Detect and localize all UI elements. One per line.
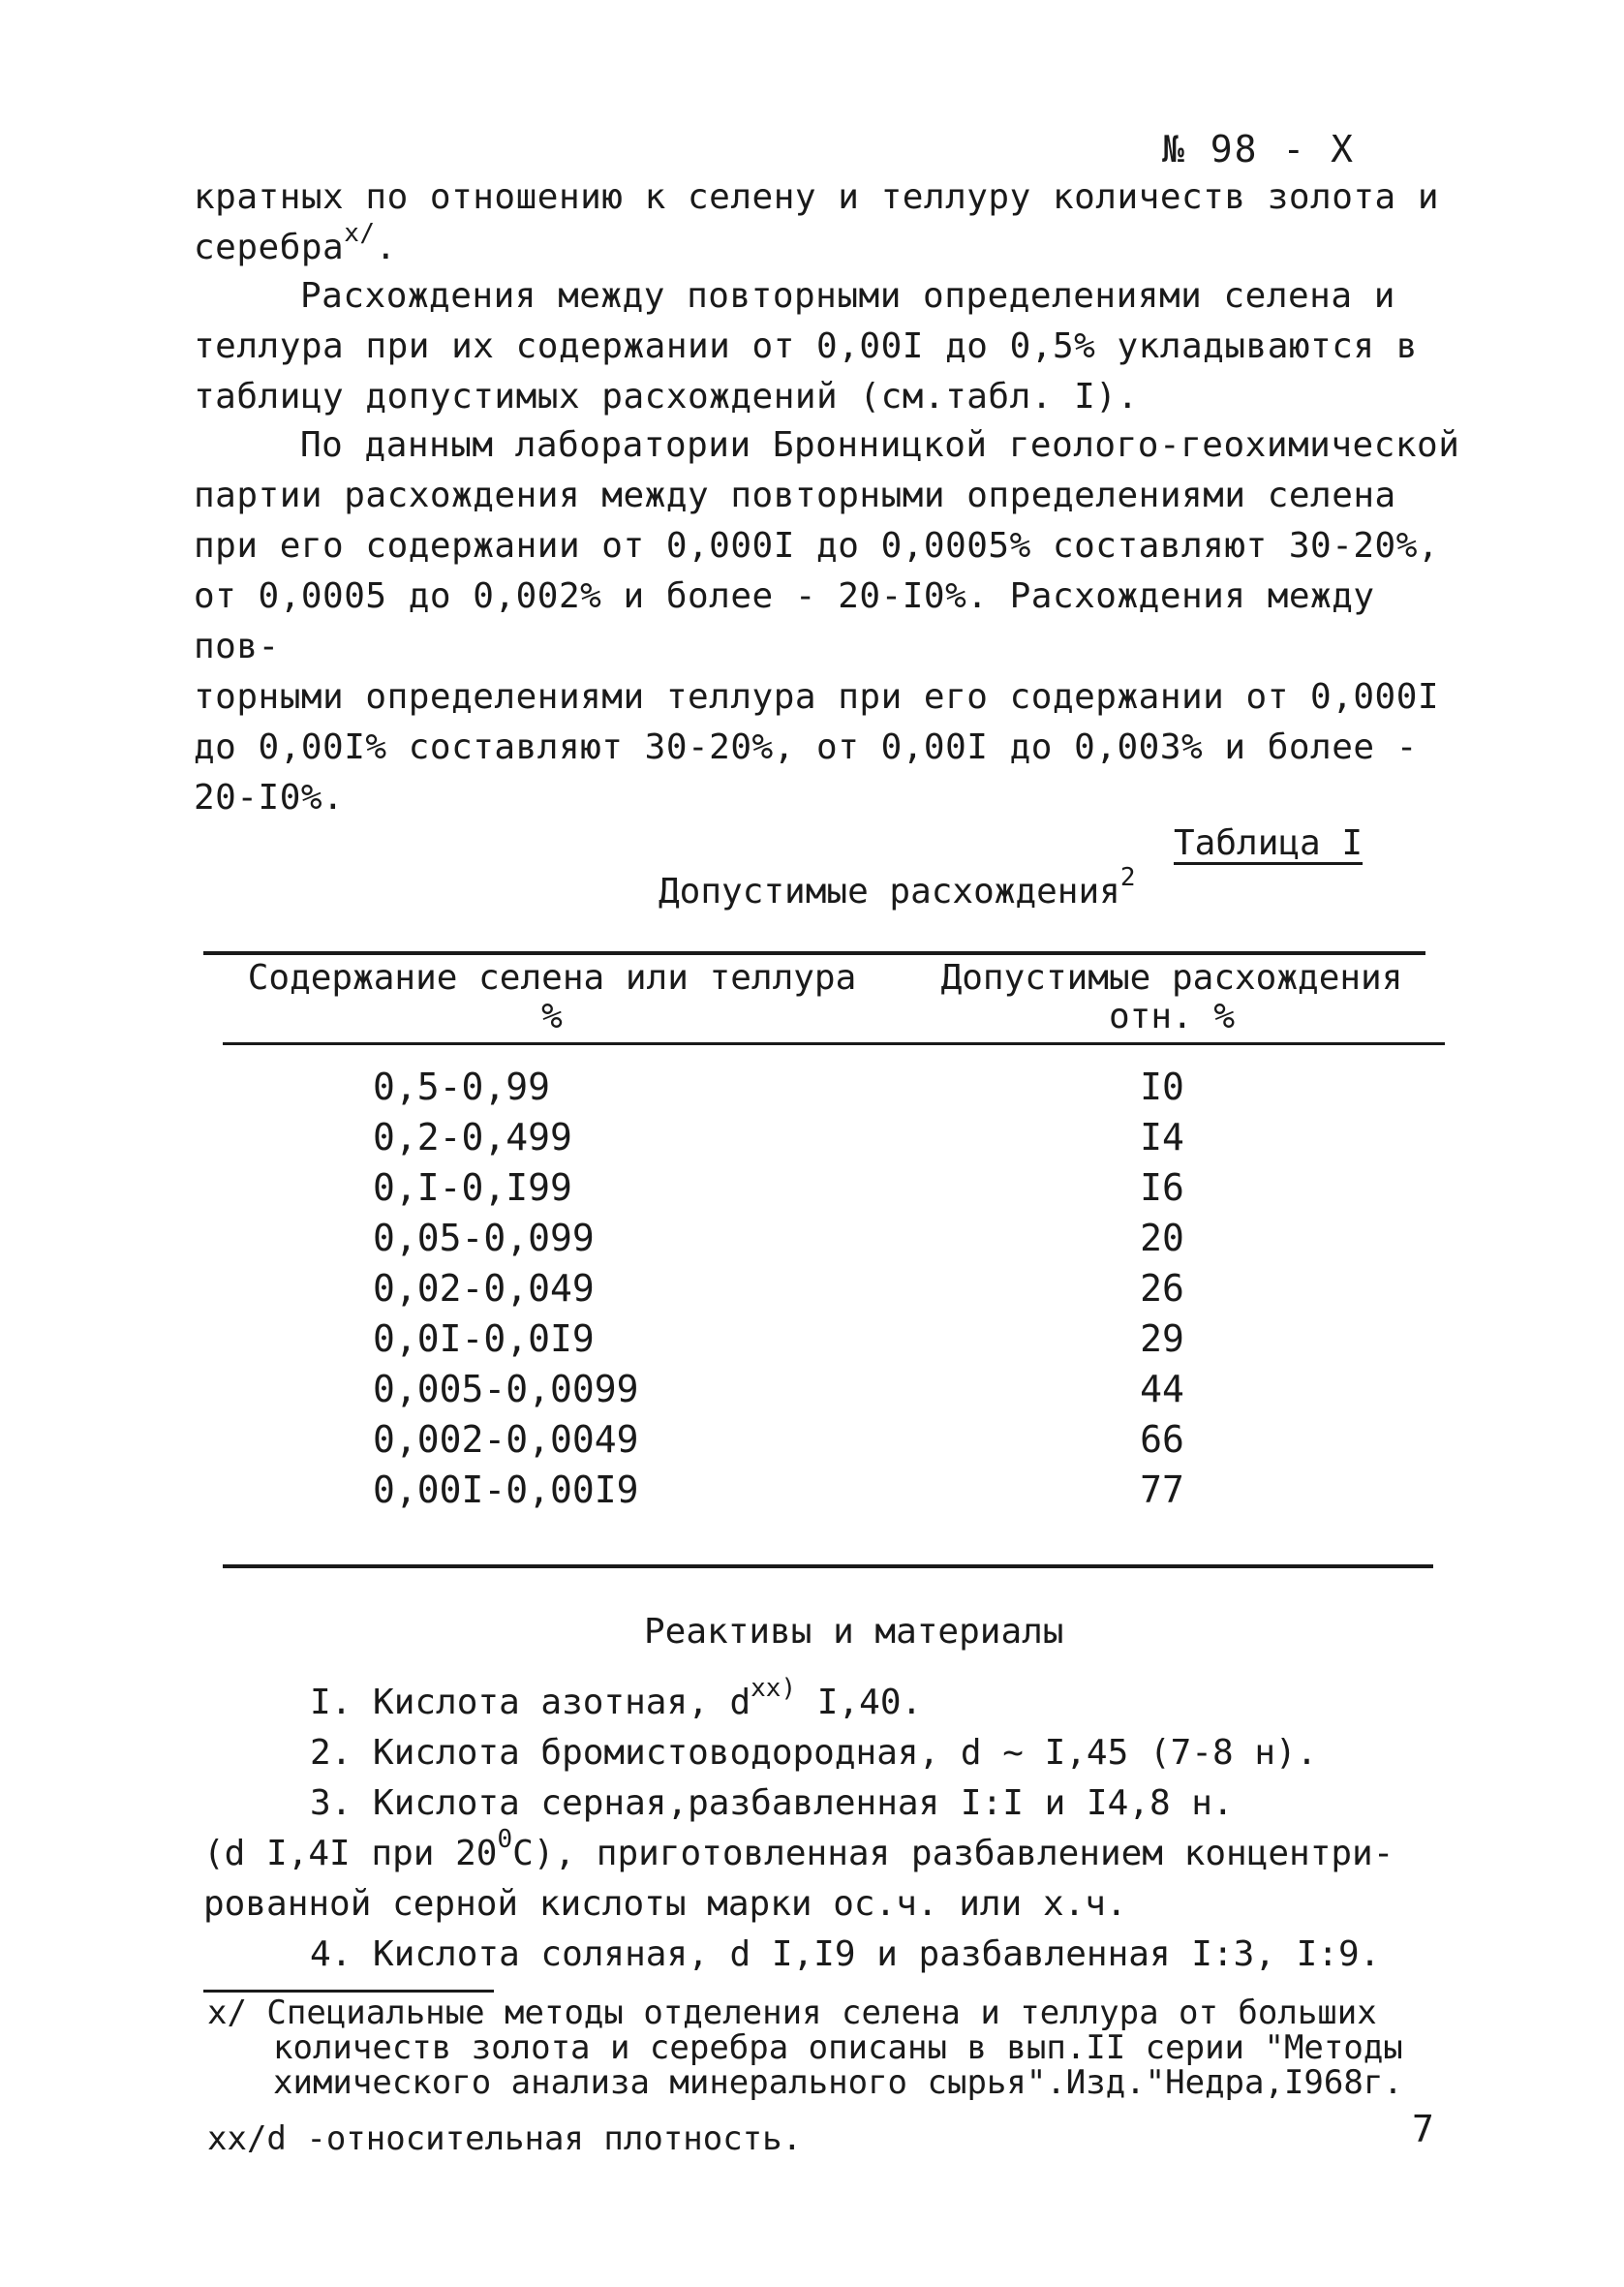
table-row xyxy=(203,1112,1425,1162)
reagent-text: (d I,4I при 20 xyxy=(203,1834,498,1873)
footnotes xyxy=(207,1995,1505,2156)
paragraph-line: до 0,00I% составляют 30-20%, от 0,00I до 0,003% и более - xyxy=(194,727,1418,767)
table-top-rule xyxy=(203,951,1425,955)
header-cell-line: Содержание селена или теллура xyxy=(247,958,857,998)
footnote-line: количеств золота и серебра описаны в вып.II серии "Методы xyxy=(273,2028,1403,2067)
paragraph-line: По данным лаборатории Бронницкой геолого-геохимической xyxy=(300,425,1460,465)
footnote-line: химического анализа минерального сырья".Изд."Недра,I968г. xyxy=(273,2063,1403,2102)
cell-value: 26 xyxy=(1140,1267,1184,1310)
header-cell-line: отн. % xyxy=(1108,997,1236,1036)
footnote-marker: xx) xyxy=(751,1674,797,1703)
reagent-text: I. Кислота азотная, d xyxy=(310,1683,751,1722)
cell-range: 0,2-0,499 xyxy=(373,1116,572,1159)
table-row xyxy=(203,1313,1425,1364)
footnote-marker: x/ xyxy=(344,219,376,248)
paragraph-line: торными определениями теллура при его содержании от 0,000I xyxy=(194,677,1440,717)
table-header-content xyxy=(242,959,862,1036)
cell-value: 20 xyxy=(1140,1217,1184,1259)
cell-range: 0,5-0,99 xyxy=(373,1066,551,1108)
table-body xyxy=(203,1062,1425,1515)
cell-range: 0,0I-0,0I9 xyxy=(373,1317,595,1360)
reagent-item: 3. Кислота серная,разбавленная I:I и I4,8 н. xyxy=(310,1783,1234,1823)
paragraph-line: при его содержании от 0,000I до 0,0005% составляют 30-20%, xyxy=(194,526,1440,566)
cell-value: I6 xyxy=(1140,1166,1184,1209)
reagents-list xyxy=(203,1674,1462,1980)
reagent-item: 4. Кислота соляная, d I,I9 и разбавленная I:3, I:9. xyxy=(310,1934,1381,1974)
paragraph-2 xyxy=(194,271,1472,422)
table-row xyxy=(203,1414,1425,1465)
table-label: Таблица I xyxy=(1174,823,1364,863)
table-bottom-rule xyxy=(223,1564,1433,1568)
footnote-line: xx/d -относительная плотность. xyxy=(207,2119,803,2158)
reagent-continuation xyxy=(203,1825,1462,1879)
table-header-rule xyxy=(223,1042,1445,1045)
paragraph-line: Расхождения между повторными определениями селена и xyxy=(300,276,1395,316)
paragraph-line: теллура при их содержании от 0,00I до 0,5% укладываются в xyxy=(194,326,1418,366)
cell-value: 66 xyxy=(1140,1418,1184,1461)
section-title: Реактивы и материалы xyxy=(644,1612,1064,1652)
paragraph-line: партии расхождения между повторными определениями селена xyxy=(194,476,1396,515)
cell-range: 0,I-0,I99 xyxy=(373,1166,572,1209)
document-number: № 98 - X xyxy=(1162,128,1356,170)
table-row xyxy=(203,1364,1425,1414)
page-number: 7 xyxy=(1412,2108,1434,2150)
table-header xyxy=(203,959,1425,1036)
reagent-text: I,40. xyxy=(796,1683,923,1722)
reagent-item: 2. Кислота бромистоводородная, d ~ I,45 (7-8 н). xyxy=(310,1733,1318,1773)
cell-value: I4 xyxy=(1140,1116,1184,1159)
paragraph-3 xyxy=(194,420,1472,823)
paragraph-line xyxy=(194,219,1472,273)
reagent-continuation: рованной серной кислоты марки ос.ч. или х.ч. xyxy=(203,1884,1127,1924)
cell-range: 0,00I-0,00I9 xyxy=(373,1468,639,1511)
cell-range: 0,02-0,049 xyxy=(373,1267,595,1310)
cell-value: 29 xyxy=(1140,1317,1184,1360)
paragraph-line: таблицу допустимых расхождений (см.табл. I). xyxy=(194,377,1139,417)
paragraph-line: от 0,0005 до 0,002% и более - 20-I0%. Расхождения между пов- xyxy=(194,576,1375,666)
table-title xyxy=(659,863,1136,912)
header-cell-line: Допустимые расхождения xyxy=(940,958,1403,998)
header-cell-line: % xyxy=(541,997,563,1036)
table-row xyxy=(203,1062,1425,1112)
degree-marker: 0 xyxy=(497,1825,513,1854)
paragraph-1 xyxy=(194,172,1472,273)
footnote-line: x/ Специальные методы отделения селена и теллура от больших xyxy=(207,1993,1377,2032)
cell-range: 0,05-0,099 xyxy=(373,1217,595,1259)
cell-value: I0 xyxy=(1140,1066,1184,1108)
cell-range: 0,005-0,0099 xyxy=(373,1368,639,1410)
paragraph-text: . xyxy=(375,228,397,267)
reagent-text: С), приготовленная разбавлением концентри- xyxy=(512,1834,1394,1873)
paragraph-text: серебра xyxy=(194,228,345,267)
table-row xyxy=(203,1213,1425,1263)
table-row xyxy=(203,1263,1425,1313)
paragraph-line: 20-I0%. xyxy=(194,778,345,818)
paragraph-line: кратных по отношению к селену и теллуру количеств золота и xyxy=(194,177,1440,217)
table-title-superscript: 2 xyxy=(1119,863,1136,892)
table-header-deviation xyxy=(920,959,1424,1036)
reagent-item xyxy=(203,1674,1462,1728)
table-row xyxy=(203,1465,1425,1515)
footnote-rule xyxy=(203,1990,494,1993)
cell-value: 77 xyxy=(1140,1468,1184,1511)
cell-value: 44 xyxy=(1140,1368,1184,1410)
cell-range: 0,002-0,0049 xyxy=(373,1418,639,1461)
table-row xyxy=(203,1162,1425,1213)
table-title-text: Допустимые расхождения xyxy=(659,872,1120,912)
